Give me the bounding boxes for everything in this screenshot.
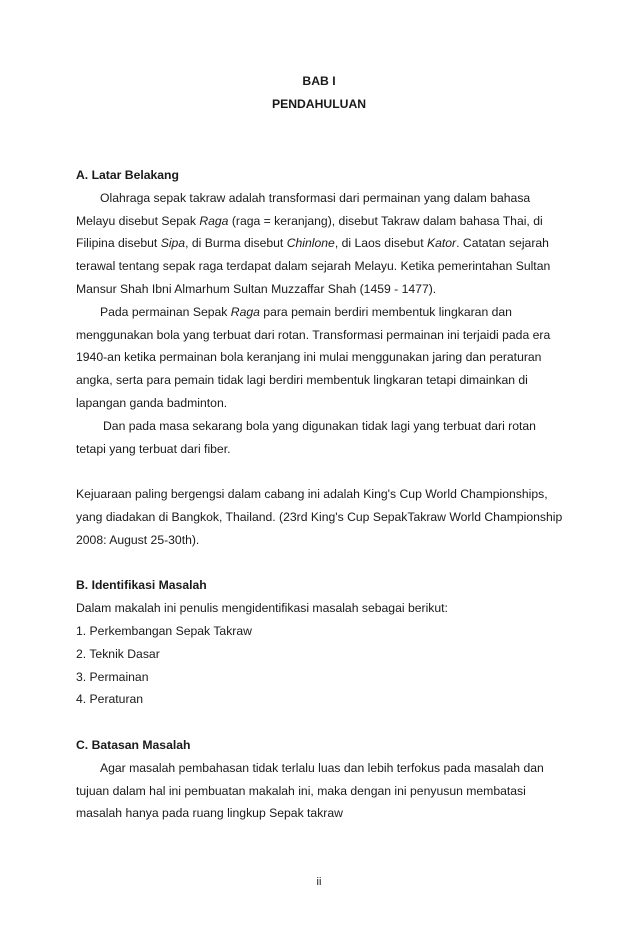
spacer	[76, 552, 568, 575]
spacer	[76, 460, 568, 483]
paragraph-history	[76, 187, 568, 301]
list-item: 3. Permainan	[76, 669, 149, 684]
list-item: 4. Peraturan	[76, 692, 144, 707]
italic-term: Raga	[230, 304, 260, 319]
document-body	[76, 164, 568, 825]
spacer	[76, 711, 568, 734]
paragraph-championship: Kejuaraan paling bergengsi dalam cabang ini adalah King's Cup World Championships, yang diadakan di Bangkok, Thailand. (23rd King's Cup SepakTakraw World Championship 2008: August 25-30th).	[76, 487, 563, 547]
text-run: , di Burma disebut	[185, 236, 287, 251]
italic-term: Kator	[426, 236, 457, 251]
text-run: (raga = keranjang), disebut Takraw dalam bahasa Thai, di Filipina disebut	[76, 213, 543, 251]
paragraph-fiber: Dan pada masa sekarang bola yang digunakan tidak lagi yang terbuat dari rotan tetapi yang terbuat dari fiber.	[76, 418, 536, 456]
text-run: Olahraga sepak takraw adalah transformasi dari permainan yang dalam bahasa Melayu disebut Sepak	[76, 190, 531, 228]
section-b-intro: Dalam makalah ini penulis mengidentifikasi masalah sebagai berikut:	[76, 601, 448, 616]
page-number: ii	[316, 876, 322, 888]
section-a-title: A. Latar Belakang	[76, 168, 179, 182]
text-run: . Catatan sejarah terawal tentang sepak raga terdapat dalam sejarah Melayu. Ketika pemerintahan Sultan Mansur Shah Ibni Almarhum Sultan Muzzaffar Shah (1459 - 1477).	[76, 236, 551, 296]
italic-term: Sipa	[160, 236, 186, 251]
list-item: 1. Perkembangan Sepak Takraw	[76, 623, 252, 638]
paragraph-transformation	[76, 301, 568, 415]
text-run: , di Laos disebut	[334, 236, 427, 251]
italic-term: Raga	[199, 213, 229, 228]
chapter-title: PENDAHULUAN	[271, 97, 367, 111]
text-run: para pemain berdiri membentuk lingkaran dan menggunakan bola yang terbuat dari rotan. Transformasi permainan ini terjaidi pada era 1940-an ketika permainan bola keranjang ini mulai menggunakan jaring dan peraturan angka, serta para pemain tidak lagi berdiri membentuk lingkaran tetapi dimainkan di lapangan ganda badminton.	[76, 304, 551, 410]
list-item: 2. Teknik Dasar	[76, 646, 160, 661]
section-c-title: C. Batasan Masalah	[76, 737, 191, 752]
chapter-label: BAB I	[302, 74, 336, 88]
section-b-title: B. Identifikasi Masalah	[76, 578, 207, 593]
italic-term: Chinlone	[286, 236, 335, 251]
text-run: Pada permainan Sepak	[100, 304, 231, 319]
paragraph-scope: Agar masalah pembahasan tidak terlalu luas dan lebih terfokus pada masalah dan tujuan dalam hal ini pembuatan makalah ini, maka dengan ini penyusun membatasi masalah hanya pada ruang lingkup Sepak takraw	[76, 760, 544, 821]
